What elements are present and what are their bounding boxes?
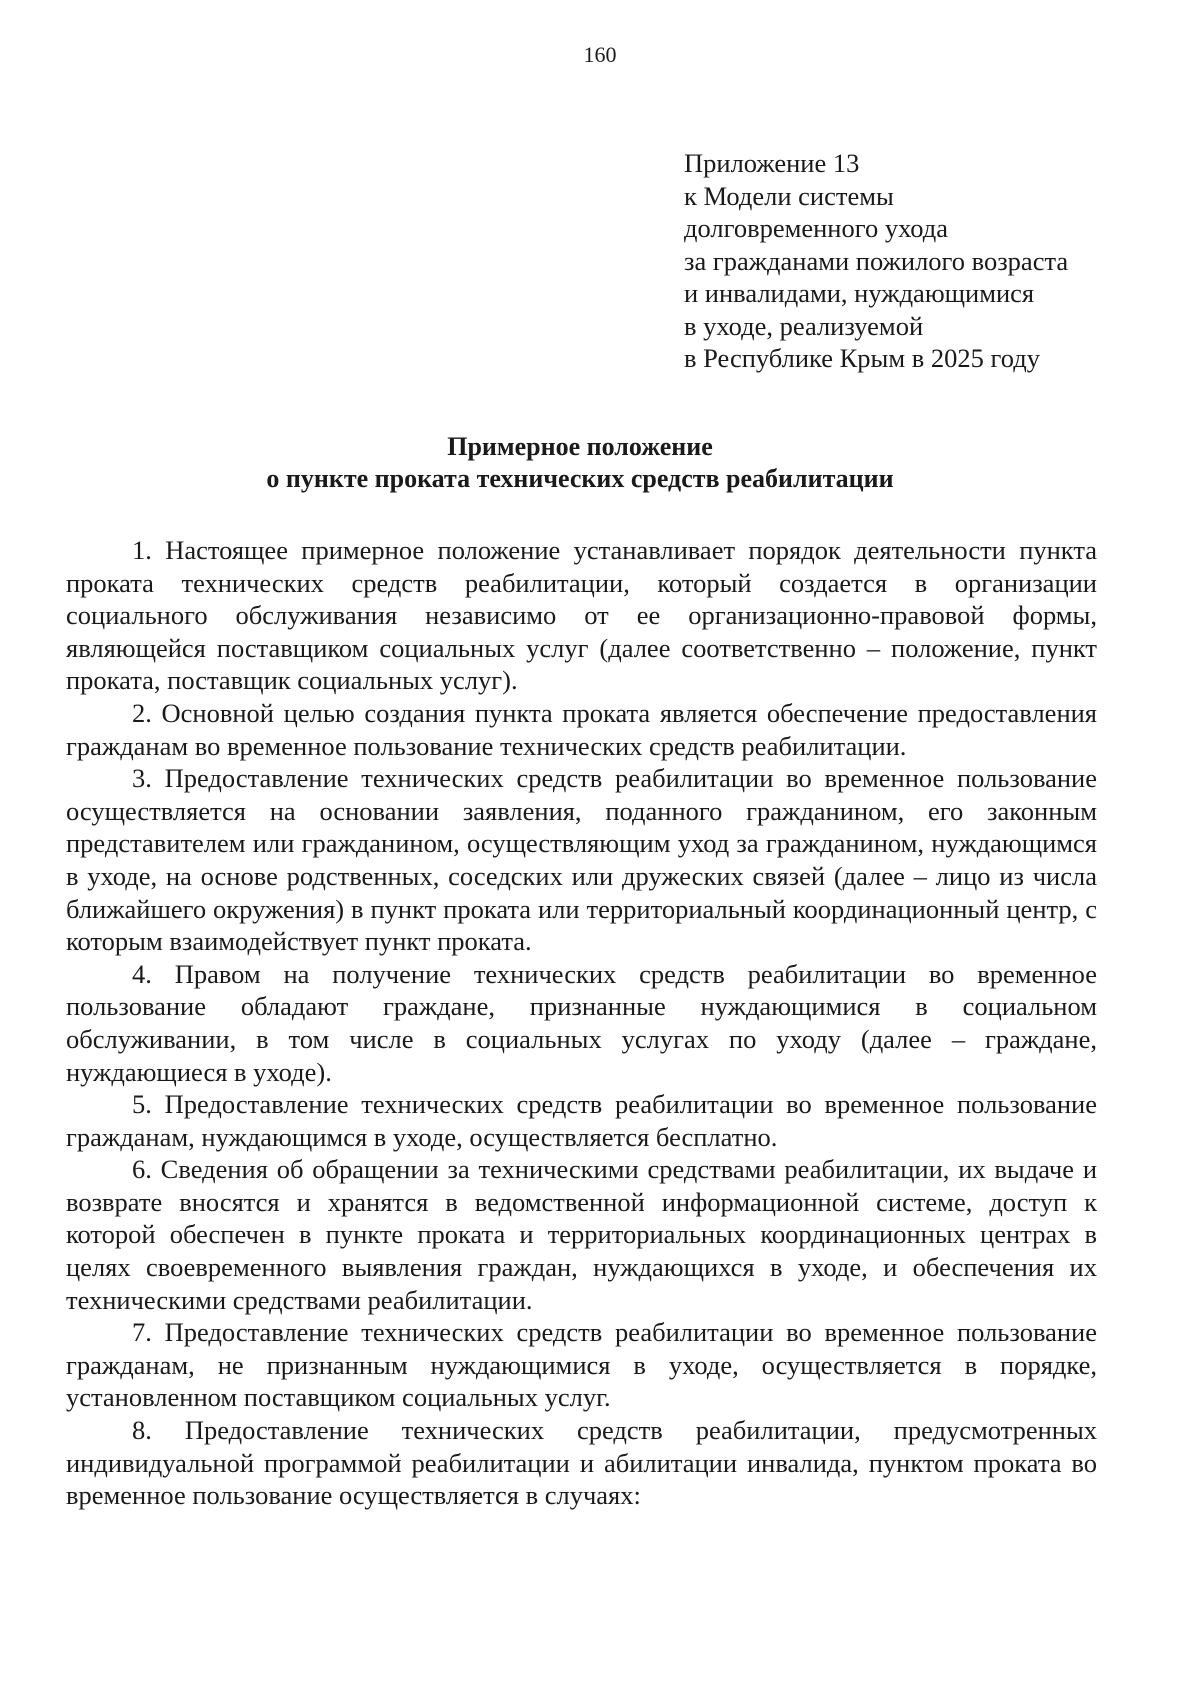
appendix-line: за гражданами пожилого возраста [684, 245, 1069, 276]
appendix-header [684, 147, 1104, 375]
appendix-line: в уходе, реализуемой [684, 310, 924, 341]
page-number: 160 [583, 42, 617, 67]
paragraph-1: 1. Настоящее примерное положение устанавливает порядок деятельности пункта проката технических средств реабилитации, который создается в организации социального обслуживания независимо от ее организационно-правовой формы, являющейся поставщиком социальных услуг (далее соответственно – положение, пункт проката, поставщик социальных услуг). [66, 535, 1097, 696]
paragraph-6: 6. Сведения об обращении за техническими средствами реабилитации, их выдаче и возврате вносятся и хранятся в ведомственной информационной системе, доступ к которой обеспечен в пункте проката и территориальных координационных центрах в целях своевременного выявления граждан, нуждающихся в уходе, и обеспечения их техническими средствами реабилитации. [66, 1154, 1097, 1315]
paragraph-7: 7. Предоставление технических средств реабилитации во временное пользование гражданам, не признанным нуждающимися в уходе, осуществляется в порядке, установленном поставщиком социальных услуг. [66, 1317, 1097, 1413]
paragraph-4: 4. Правом на получение технических средств реабилитации во временное пользование обладают граждане, признанные нуждающимися в социальном обслуживании, в том числе в социальных услугах по уходу (далее – граждане, нуждающиеся в уходе). [66, 958, 1097, 1087]
appendix-line: Приложение 13 [684, 148, 860, 178]
appendix-line: долговременного ухода [684, 213, 949, 243]
paragraph-3: 3. Предоставление технических средств реабилитации во временное пользование осуществляется на основании заявления, поданного гражданином, его законным представителем или гражданином, осуществляющим уход за гражданином, нуждающимся в уходе, на основе родственных, соседских или дружеских связей (далее – лицо из числа ближайшего окружения) в пункт проката или территориальный координационный центр, с которым взаимодействует пункт проката. [66, 763, 1097, 957]
appendix-line: в Республике Крым в 2025 году [684, 343, 1040, 373]
document-body [66, 534, 1097, 1512]
appendix-line: к Модели системы [684, 180, 894, 211]
title-line-1: Примерное положение [447, 432, 713, 461]
appendix-line: и инвалидами, нуждающимися [684, 278, 1035, 308]
paragraph-5: 5. Предоставление технических средств реабилитации во временное пользование гражданам, нуждающимся в уходе, осуществляется бесплатно. [66, 1089, 1097, 1152]
document-title [0, 431, 1160, 495]
paragraph-8: 8. Предоставление технических средств реабилитации, предусмотренных индивидуальной программой реабилитации и абилитации инвалида, пунктом проката во временное пользование осуществляется в случаях: [66, 1415, 1097, 1511]
title-line-2: о пункте проката технических средств реабилитации [266, 464, 894, 493]
paragraph-2: 2. Основной целью создания пункта проката является обеспечение предоставления гражданам во временное пользование технических средств реабилитации. [66, 697, 1097, 761]
